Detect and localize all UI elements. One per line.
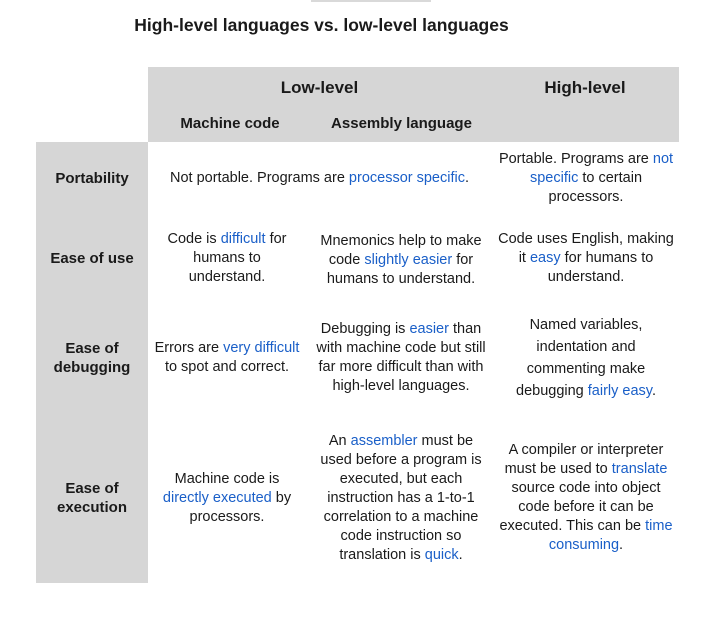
cell-text: Machine code is (174, 470, 280, 487)
cell-text: Mnemonics help to make code (320, 232, 482, 268)
cell-text: . (464, 169, 469, 186)
cell-text: . (619, 537, 624, 553)
cell-ease-of-debugging-machine-code (152, 310, 302, 406)
cell-text: must be used before a program is executed, but each instruction has a 1-to-1 correlation to a machine code instruction so translation is (320, 432, 482, 563)
cell-highlight: very difficult (223, 340, 300, 356)
cell-highlight: time consuming (548, 518, 673, 553)
cell-text: than with machine code but still far more difficult than with high-level languages. (316, 321, 486, 394)
cell-ease-of-debugging-high-level (497, 310, 675, 406)
cell-highlight: assembler (350, 432, 418, 449)
cell-highlight: difficult (220, 230, 266, 247)
cell-highlight: translate (611, 461, 668, 477)
cell-highlight: not specific (529, 150, 674, 186)
cell-text: Not portable. Programs are (170, 169, 349, 186)
cell-text: for humans to understand. (326, 251, 476, 287)
cell-text: Errors are (154, 340, 224, 356)
cell-ease-of-debugging-assembly (312, 310, 490, 406)
cell-text: . (458, 546, 463, 563)
cell-text: Debugging is (320, 321, 410, 337)
page-title: High-level languages vs. low-level languages (134, 15, 509, 35)
cell-ease-of-use-assembly (316, 222, 486, 298)
cell-highlight: processor specific (348, 169, 465, 186)
row-header-ease-of-execution: Ease of execution (56, 480, 128, 516)
cell-text: to certain processors. (548, 169, 643, 205)
cell-text: Named variables, indentation and commenting make debugging (516, 317, 646, 399)
cell-text: An (328, 432, 351, 449)
column-group-high-level: High-level (544, 78, 626, 97)
cell-highlight: directly executed (162, 489, 272, 506)
cell-highlight: slightly easier (364, 251, 453, 268)
cell-text: by processors. (189, 489, 292, 525)
top-divider (311, 0, 431, 2)
cell-portability-low-level (148, 150, 491, 206)
column-group-low-level: Low-level (280, 78, 359, 97)
cell-highlight: easier (409, 321, 449, 337)
cell-highlight: fairly easy (587, 383, 652, 399)
row-header-ease-of-use: Ease of use (50, 249, 134, 267)
cell-ease-of-execution-machine-code (152, 420, 302, 576)
cell-text: . (651, 383, 656, 399)
column-header-machine-code: Machine code (180, 114, 280, 132)
cell-ease-of-execution-assembly (314, 420, 488, 576)
cell-text: Portable. Programs are (498, 150, 653, 167)
cell-ease-of-use-machine-code (152, 222, 302, 294)
row-header-ease-of-debugging: Ease of debugging (53, 340, 131, 376)
cell-text: A compiler or interpreter must be used to (504, 442, 664, 477)
cell-text: to spot and correct. (164, 359, 290, 375)
cell-portability-high-level (495, 150, 677, 206)
row-header-portability: Portability (55, 169, 129, 187)
cell-text: for humans to understand. (188, 230, 287, 285)
cell-highlight: quick (424, 546, 459, 563)
cell-ease-of-use-high-level (495, 222, 677, 294)
cell-text: source code into object code before it can be executed. This can be (499, 480, 661, 534)
cell-text: Code uses English, making it (498, 230, 674, 266)
cell-ease-of-execution-high-level (495, 436, 677, 560)
cell-text: Code is (167, 230, 221, 247)
column-header-assembly-language: Assembly language (331, 114, 472, 132)
cell-highlight: easy (529, 249, 561, 266)
cell-text: for humans to understand. (547, 249, 654, 285)
